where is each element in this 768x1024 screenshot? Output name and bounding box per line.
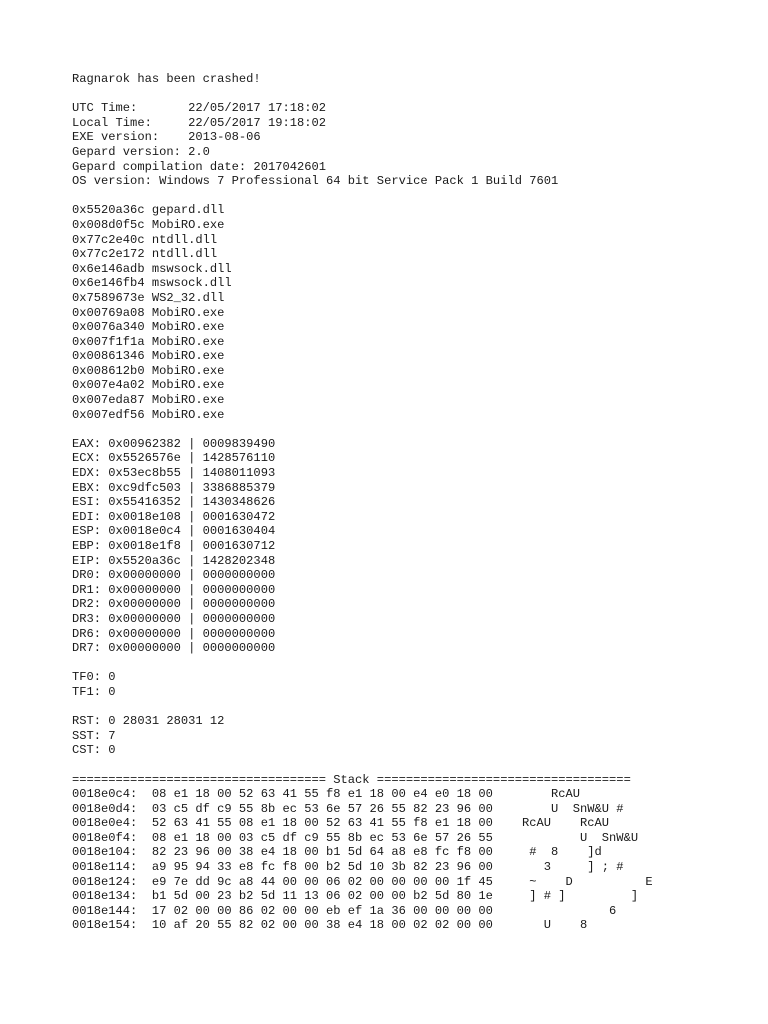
stack-row: 0018e104: 82 23 96 00 38 e4 18 00 b1 5d 64 a8 e8 fc f8 00 # 8 ]d (72, 845, 602, 860)
stack-row: 0018e144: 17 02 00 00 86 02 00 00 eb ef 1a 36 00 00 00 00 6 (72, 903, 617, 918)
stack-row: 0018e134: b1 5d 00 23 b2 5d 11 13 06 02 00 00 b2 5d 80 1e ] # ] ] (72, 889, 639, 904)
register-line: EDI: 0x0018e108 | 0001630472 (72, 509, 276, 524)
spacer (72, 700, 653, 715)
state-line: CST: 0 (72, 743, 116, 758)
os-version-line: OS version: Windows 7 Professional 64 bit Service Pack 1 Build 7601 (72, 174, 559, 189)
gepard-compilation-line: Gepard compilation date: 2017042601 (72, 159, 327, 174)
registers-section (72, 437, 653, 656)
module-line: 0x00861346 MobiRO.exe (72, 349, 225, 364)
flag-line: TF0: 0 (72, 670, 116, 685)
register-line: ESI: 0x55416352 | 1430348626 (72, 495, 276, 510)
crash-title: Ragnarok has been crashed! (72, 72, 261, 86)
stack-row: 0018e0d4: 03 c5 df c9 55 8b ec 53 6e 57 26 55 82 23 96 00 U SnW&U # (72, 801, 624, 816)
register-line: ESP: 0x0018e0c4 | 0001630404 (72, 524, 276, 539)
stack-row: 0018e0e4: 52 63 41 55 08 e1 18 00 52 63 41 55 f8 e1 18 00 RcAU RcAU (72, 816, 610, 831)
state-line: RST: 0 28031 28031 12 (72, 714, 225, 729)
module-line: 0x007edf56 MobiRO.exe (72, 407, 225, 422)
register-line: DR0: 0x00000000 | 0000000000 (72, 568, 276, 583)
register-line: EBX: 0xc9dfc503 | 3386885379 (72, 480, 276, 495)
states-section (72, 714, 653, 758)
modules-section (72, 203, 653, 422)
module-line: 0x007eda87 MobiRO.exe (72, 393, 225, 408)
register-line: EIP: 0x5520a36c | 1428202348 (72, 553, 276, 568)
stack-row: 0018e114: a9 95 94 33 e8 fc f8 00 b2 5d 10 3b 82 23 96 00 3 ] ; # (72, 860, 624, 875)
register-line: DR2: 0x00000000 | 0000000000 (72, 597, 276, 612)
stack-section (72, 773, 653, 934)
module-line: 0x008612b0 MobiRO.exe (72, 363, 225, 378)
crash-report (72, 72, 653, 933)
spacer (72, 189, 653, 204)
module-line: 0x77c2e172 ntdll.dll (72, 247, 218, 262)
module-line: 0x0076a340 MobiRO.exe (72, 320, 225, 335)
info-section (72, 101, 653, 189)
local-time-line: Local Time: 22/05/2017 19:18:02 (72, 115, 327, 130)
stack-header: =================================== Stack =================================== (72, 772, 631, 787)
stack-row: 0018e124: e9 7e dd 9c a8 44 00 00 06 02 00 00 00 00 1f 45 ~ D E (72, 874, 653, 889)
register-line: EDX: 0x53ec8b55 | 1408011093 (72, 466, 276, 481)
module-line: 0x77c2e40c ntdll.dll (72, 232, 218, 247)
spacer (72, 422, 653, 437)
utc-time-line: UTC Time: 22/05/2017 17:18:02 (72, 101, 327, 116)
register-line: DR7: 0x00000000 | 0000000000 (72, 641, 276, 656)
register-line: DR3: 0x00000000 | 0000000000 (72, 611, 276, 626)
exe-version-line: EXE version: 2013-08-06 (72, 130, 261, 145)
stack-row: 0018e0c4: 08 e1 18 00 52 63 41 55 f8 e1 18 00 e4 e0 18 00 RcAU (72, 787, 581, 802)
register-line: ECX: 0x5526576e | 1428576110 (72, 451, 276, 466)
module-line: 0x7589673e WS2_32.dll (72, 290, 225, 305)
register-line: DR1: 0x00000000 | 0000000000 (72, 582, 276, 597)
stack-row: 0018e154: 10 af 20 55 82 02 00 00 38 e4 18 00 02 02 00 00 U 8 (72, 918, 588, 933)
register-line: EAX: 0x00962382 | 0009839490 (72, 436, 276, 451)
spacer (72, 758, 653, 773)
flags-section (72, 670, 653, 699)
spacer (72, 87, 653, 102)
register-line: DR6: 0x00000000 | 0000000000 (72, 626, 276, 641)
register-line: EBP: 0x0018e1f8 | 0001630712 (72, 539, 276, 553)
spacer (72, 656, 653, 671)
module-line: 0x6e146adb mswsock.dll (72, 261, 232, 276)
module-line: 0x007e4a02 MobiRO.exe (72, 378, 225, 393)
flag-line: TF1: 0 (72, 684, 116, 699)
module-line: 0x6e146fb4 mswsock.dll (72, 276, 232, 291)
module-line: 0x00769a08 MobiRO.exe (72, 305, 225, 320)
state-line: SST: 7 (72, 728, 116, 743)
module-line: 0x007f1f1a MobiRO.exe (72, 334, 225, 349)
module-line: 0x5520a36c gepard.dll (72, 203, 225, 218)
stack-row: 0018e0f4: 08 e1 18 00 03 c5 df c9 55 8b ec 53 6e 57 26 55 U SnW&U (72, 830, 639, 845)
module-line: 0x008d0f5c MobiRO.exe (72, 217, 225, 232)
gepard-version-line: Gepard version: 2.0 (72, 144, 210, 159)
